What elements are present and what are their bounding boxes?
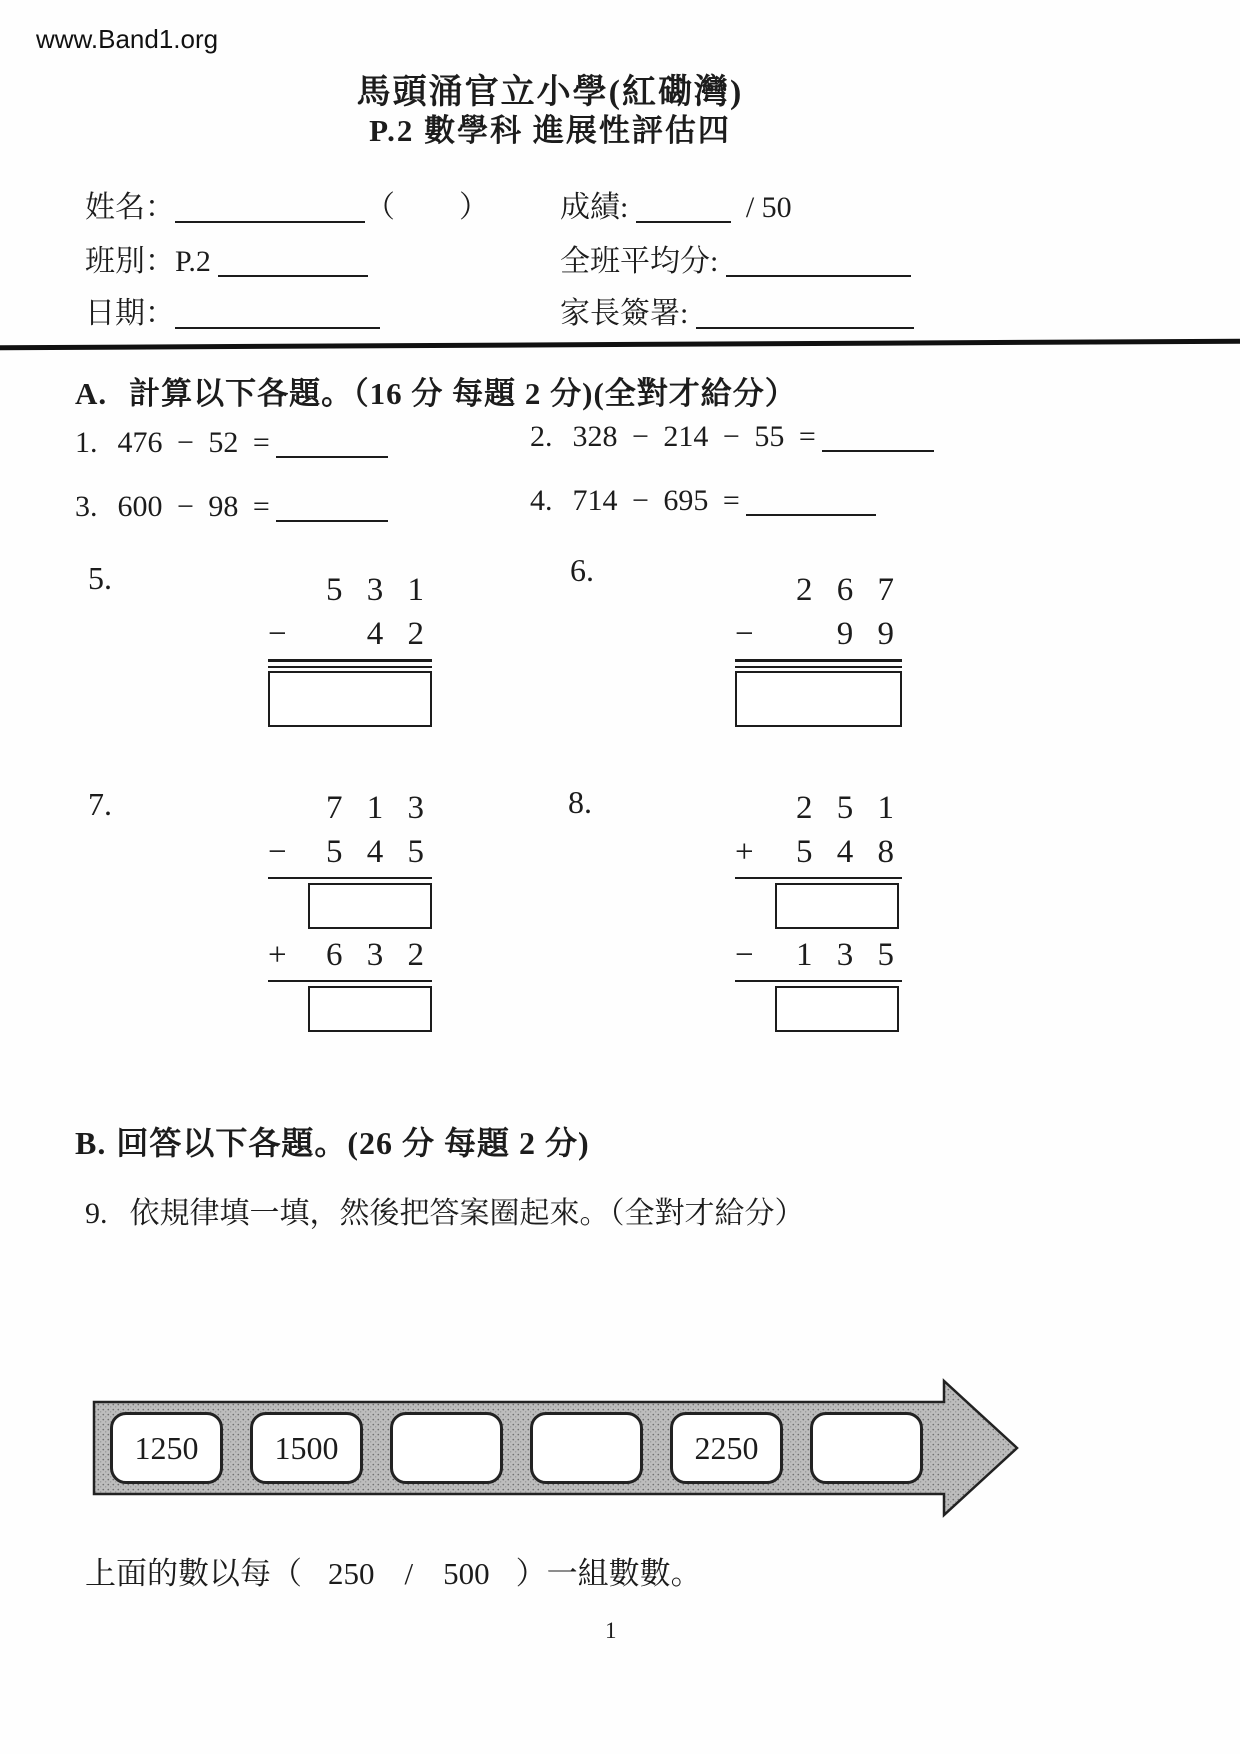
- option-slash: /: [404, 1556, 414, 1591]
- section-b-label: B.: [75, 1125, 107, 1161]
- number-line-blank-4[interactable]: [530, 1412, 643, 1484]
- problem-expression: 476 − 52 =: [117, 426, 270, 459]
- problem-5-vertical: [268, 568, 432, 727]
- school-title: 馬頭涌官立小學(紅磡灣): [356, 74, 744, 111]
- intermediate-answer-box[interactable]: [775, 883, 899, 929]
- section-b-heading: [75, 1118, 590, 1164]
- question-text: 依規律填一填，然後把答案圈起來。（全對才給分）: [129, 1197, 805, 1230]
- problem-7-vertical: [268, 786, 432, 1032]
- number-line-blank-6[interactable]: [810, 1412, 923, 1484]
- equals-rule: [735, 659, 902, 668]
- top-operand: 2 5 1: [796, 790, 894, 826]
- second-operand: 4 2: [366, 616, 424, 652]
- third-operand: 6 3 2: [326, 937, 424, 973]
- option-500[interactable]: 500: [443, 1556, 490, 1591]
- top-operand: 7 1 3: [326, 790, 424, 826]
- problem-number: 2.: [530, 420, 553, 453]
- score-blank[interactable]: [636, 191, 731, 223]
- problem-6-number: 6.: [570, 552, 594, 588]
- class-row: [85, 236, 368, 280]
- minus-operator: −: [735, 616, 754, 652]
- question-9-answer-line: [85, 1548, 702, 1593]
- problem-number: 3.: [75, 490, 98, 523]
- problem-8-number: 8.: [568, 784, 592, 820]
- equals-rule: [268, 980, 432, 982]
- problem-3: [75, 490, 388, 524]
- number-line-value-1[interactable]: 1250: [110, 1412, 223, 1484]
- class-average-blank[interactable]: [726, 245, 911, 277]
- name-paren-close: ）: [459, 191, 489, 224]
- answer-suffix: ）一組數數。: [515, 1556, 702, 1591]
- class-average-row: [560, 236, 911, 280]
- minus-operator: −: [735, 937, 754, 973]
- minus-operator: −: [268, 616, 287, 652]
- problem-number: 1.: [75, 426, 98, 459]
- name-blank[interactable]: [175, 191, 365, 223]
- date-label: 日期：: [85, 297, 175, 330]
- problem-2: [530, 420, 934, 454]
- section-b-title: 回答以下各題。(26 分 每題 2 分): [116, 1125, 590, 1161]
- answer-blank[interactable]: [822, 420, 934, 452]
- top-operand: 5 3 1: [326, 572, 424, 608]
- name-paren-open: （: [365, 191, 395, 224]
- problem-expression: 328 − 214 − 55 =: [572, 420, 816, 453]
- question-number: 9.: [85, 1197, 108, 1230]
- equals-rule: [268, 877, 432, 879]
- class-average-label: 全班平均分:: [560, 245, 719, 278]
- paper-title: P.2 數學科 進展性評估四: [369, 113, 731, 148]
- score-total: / 50: [745, 191, 792, 224]
- parent-signature-label: 家長簽署:: [560, 297, 689, 330]
- plus-operator: +: [735, 834, 754, 870]
- second-operand: 5 4 8: [796, 834, 894, 870]
- number-line-arrow: [92, 1378, 1022, 1518]
- problem-8-vertical: [735, 786, 902, 1032]
- section-a-label: A.: [75, 376, 108, 411]
- answer-blank[interactable]: [276, 426, 388, 458]
- answer-blank[interactable]: [746, 484, 876, 516]
- minus-operator: −: [268, 834, 287, 870]
- equals-rule: [735, 980, 902, 982]
- problem-number: 4.: [530, 484, 553, 517]
- final-answer-box[interactable]: [308, 986, 432, 1032]
- name-label: 姓名：: [85, 191, 175, 224]
- second-operand: 9 9: [836, 616, 894, 652]
- page-number: 1: [605, 1618, 617, 1643]
- class-blank[interactable]: [218, 245, 368, 277]
- final-answer-box[interactable]: [775, 986, 899, 1032]
- answer-box[interactable]: [735, 671, 902, 727]
- third-operand: 1 3 5: [796, 937, 894, 973]
- section-a-heading: [75, 368, 797, 413]
- section-a-title: 計算以下各題。（16 分 每題 2 分)(全對才給分）: [129, 376, 797, 411]
- answer-prefix: 上面的數以每（: [85, 1556, 302, 1591]
- parent-signature-row: [560, 288, 914, 332]
- section-divider: [0, 339, 1240, 350]
- question-9: [85, 1188, 805, 1232]
- equals-rule: [735, 877, 902, 879]
- name-row: [85, 182, 489, 226]
- number-line-blank-3[interactable]: [390, 1412, 503, 1484]
- class-label: 班別：: [85, 245, 175, 278]
- top-operand: 2 6 7: [796, 572, 894, 608]
- problem-5-number: 5.: [88, 560, 112, 596]
- class-value: P.2: [175, 245, 211, 278]
- plus-operator: +: [268, 937, 287, 973]
- date-row: [85, 288, 380, 332]
- watermark-url: www.Band1.org: [36, 24, 219, 54]
- score-row: [560, 182, 792, 226]
- problem-7-number: 7.: [88, 786, 112, 822]
- problem-expression: 714 − 695 =: [572, 484, 740, 517]
- problem-6-vertical: [735, 568, 902, 727]
- parent-signature-blank[interactable]: [696, 297, 914, 329]
- problem-4: [530, 484, 876, 518]
- date-blank[interactable]: [175, 297, 380, 329]
- number-line-value-2[interactable]: 1500: [250, 1412, 363, 1484]
- problem-expression: 600 − 98 =: [117, 490, 270, 523]
- problem-1: [75, 426, 388, 460]
- equals-rule: [268, 659, 432, 668]
- intermediate-answer-box[interactable]: [308, 883, 432, 929]
- answer-blank[interactable]: [276, 490, 388, 522]
- second-operand: 5 4 5: [326, 834, 424, 870]
- answer-box[interactable]: [268, 671, 432, 727]
- option-250[interactable]: 250: [328, 1556, 375, 1591]
- score-label: 成績:: [560, 191, 629, 224]
- number-line-value-5[interactable]: 2250: [670, 1412, 783, 1484]
